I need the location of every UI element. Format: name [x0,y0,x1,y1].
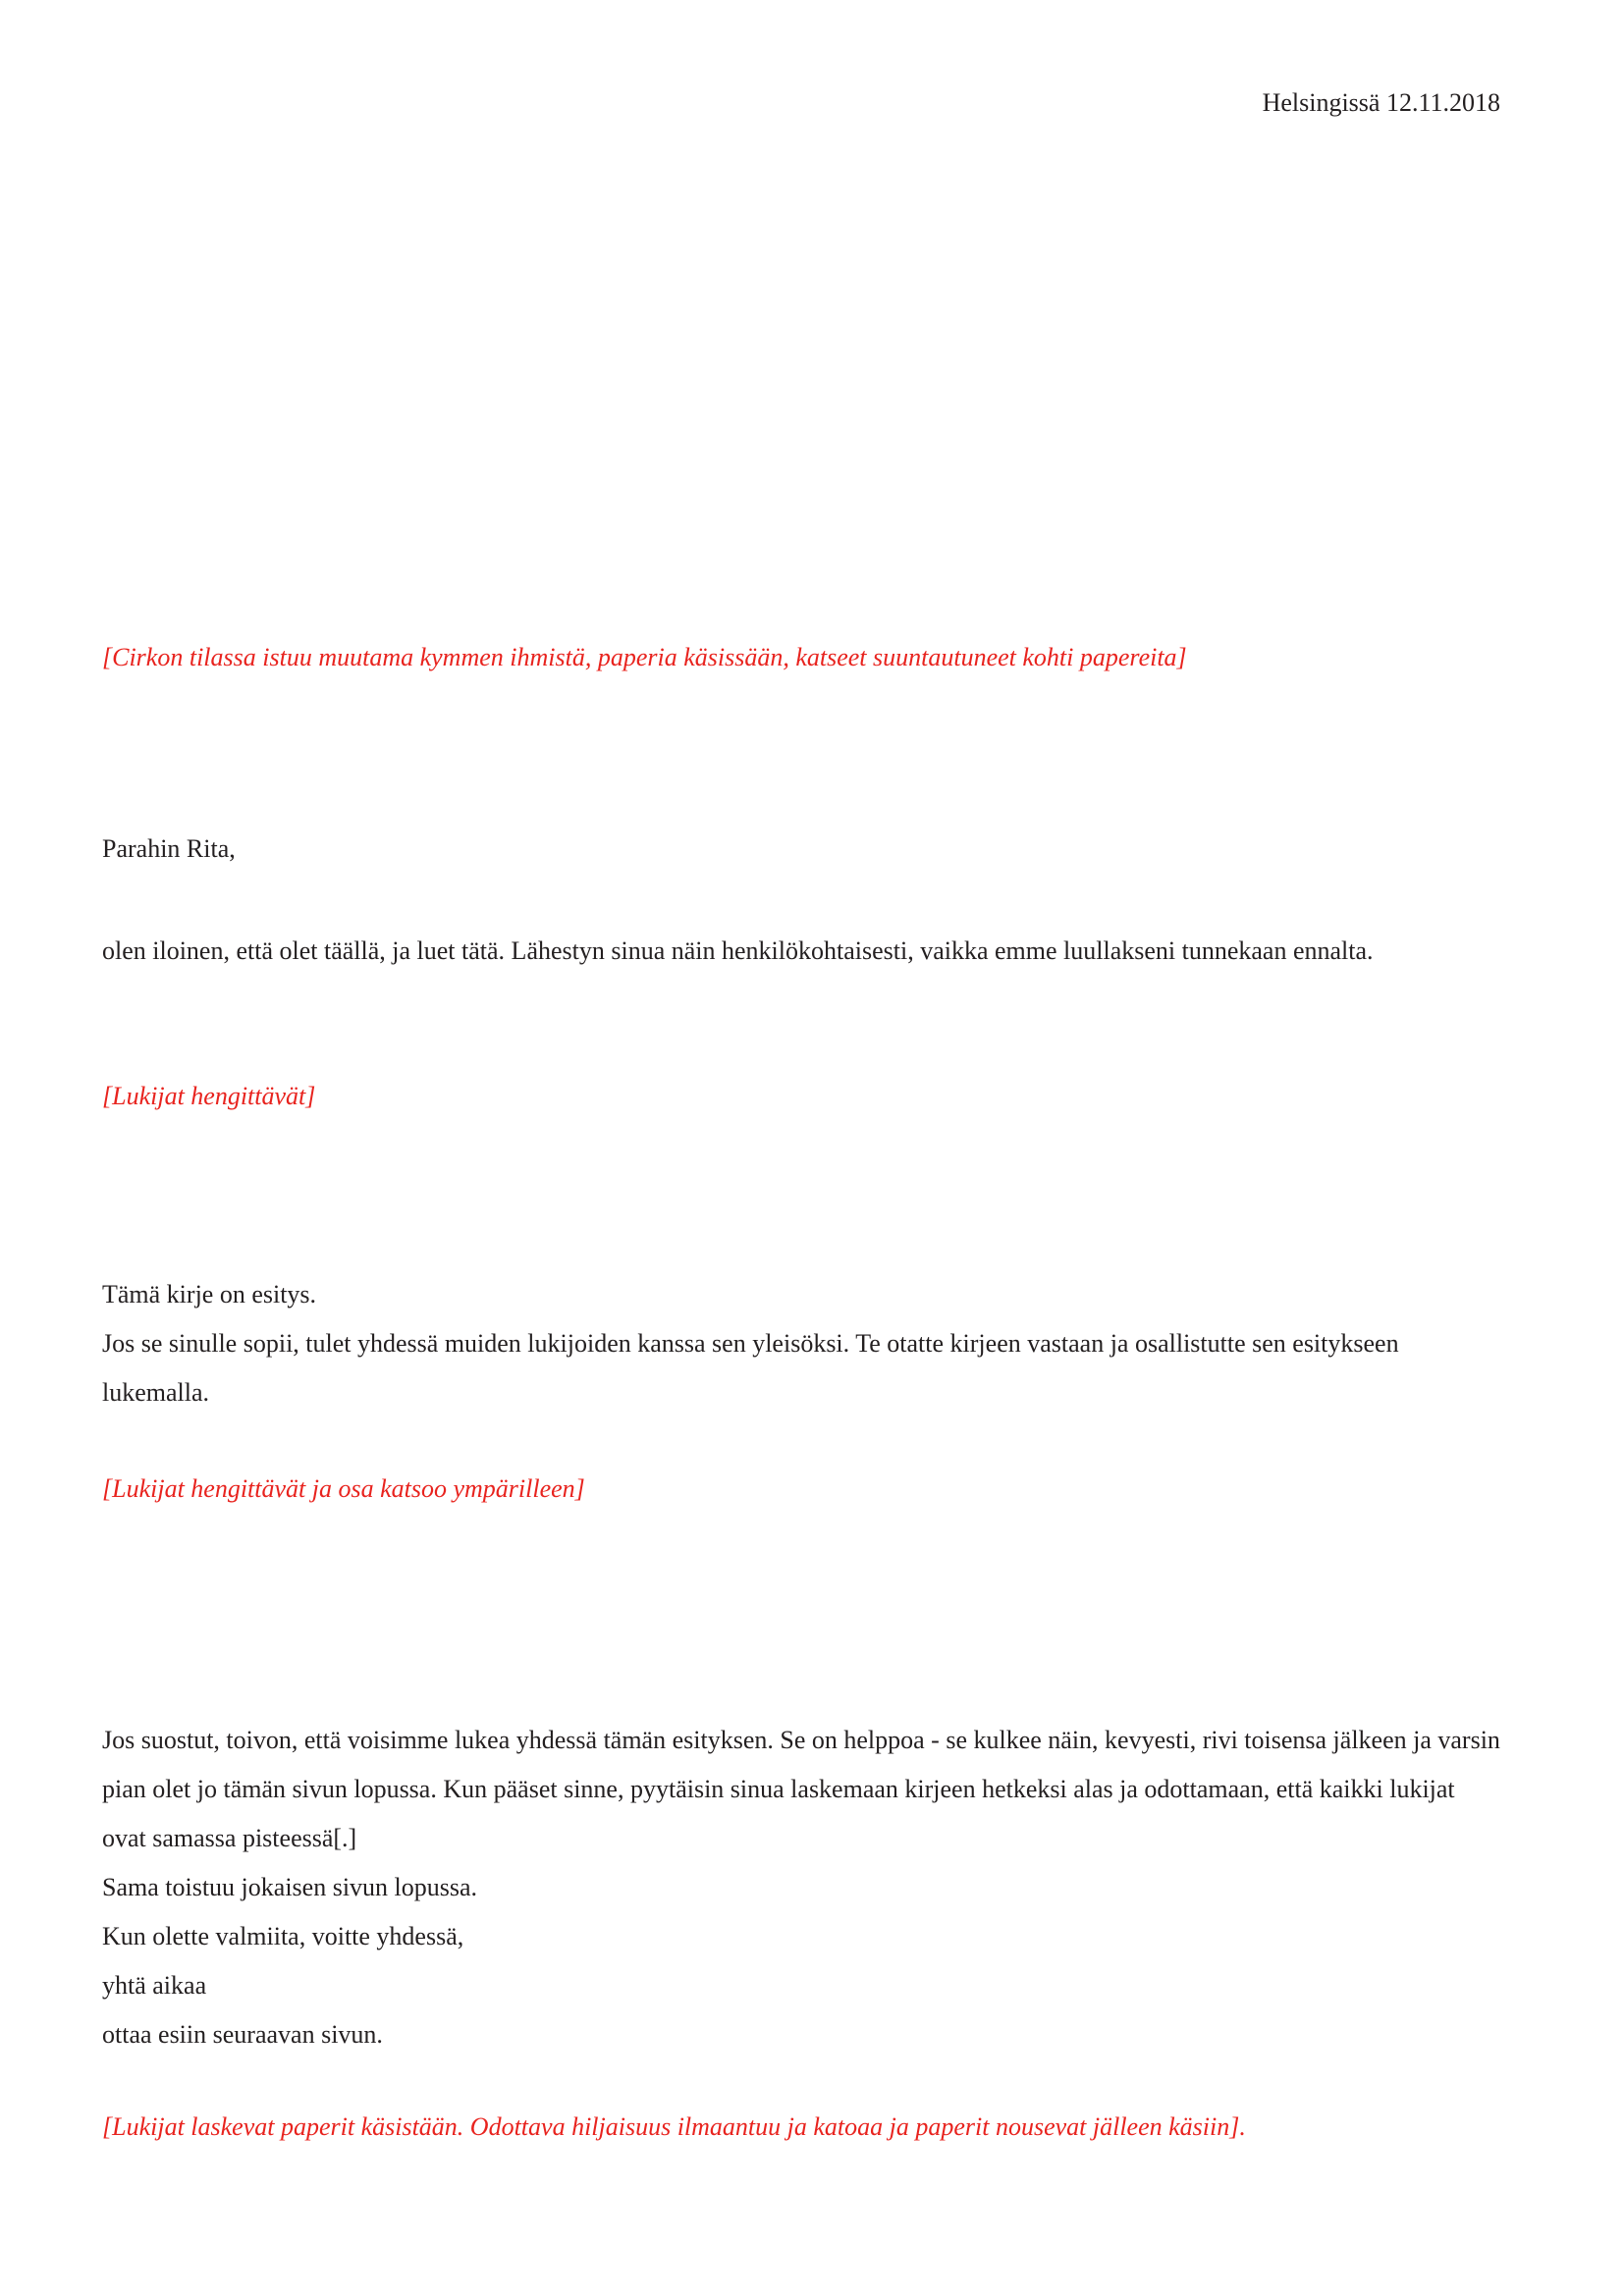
paragraph-instructions-line: yhtä aikaa [102,1971,207,2000]
paragraph-instructions-line: ottaa esiin seuraavan sivun. [102,2020,383,2049]
paragraph-letter-line: Tämä kirje on esitys. [102,1280,317,1308]
stage-direction-breathe: [Lukijat hengittävät] [102,1082,316,1110]
paragraph-letter [102,1270,1504,1417]
paragraph-intro: olen iloinen, että olet täällä, ja luet tätä. Lähestyn sinua näin henkilökohtaisesti, vaikka emme luullakseni tunnekaan ennalta. [102,936,1374,965]
paragraph-instructions [102,1716,1504,2059]
paragraph-instructions-line: Jos suostut, toivon, että voisimme lukea yhdessä tämän esityksen. Se on helppoa - se kulkee näin, kevyesti, rivi toisensa jälkeen ja varsin pian olet jo tämän sivun lopussa. Kun pääset sinne, pyytäisin sinua laskemaan kirjeen hetkeksi alas ja odottamaan, että kaikki lukijat ovat samassa pisteessä[.] [102,1726,1500,1852]
paragraph-letter-line: Jos se sinulle sopii, tulet yhdessä muiden lukijoiden kanssa sen yleisöksi. Te otatte kirjeen vastaan ja osallistutte sen esitykseen lukemalla. [102,1329,1399,1407]
dateline: Helsingissä 12.11.2018 [1262,88,1500,117]
paragraph-instructions-line: Sama toistuu jokaisen sivun lopussa. [102,1873,478,1901]
stage-direction-breathe-look: [Lukijat hengittävät ja osa katsoo ympärilleen] [102,1474,585,1503]
stage-direction-opening: [Cirkon tilassa istuu muutama kymmen ihmistä, paperia käsissään, katseet suuntautuneet kohti papereita] [102,643,1187,671]
salutation: Parahin Rita, [102,834,236,863]
paragraph-instructions-line: Kun olette valmiita, voitte yhdessä, [102,1922,464,1950]
stage-direction-closing: [Lukijat laskevat paperit käsistään. Odottava hiljaisuus ilmaantuu ja katoaa ja paperit nousevat jälleen käsiin]. [102,2112,1246,2141]
